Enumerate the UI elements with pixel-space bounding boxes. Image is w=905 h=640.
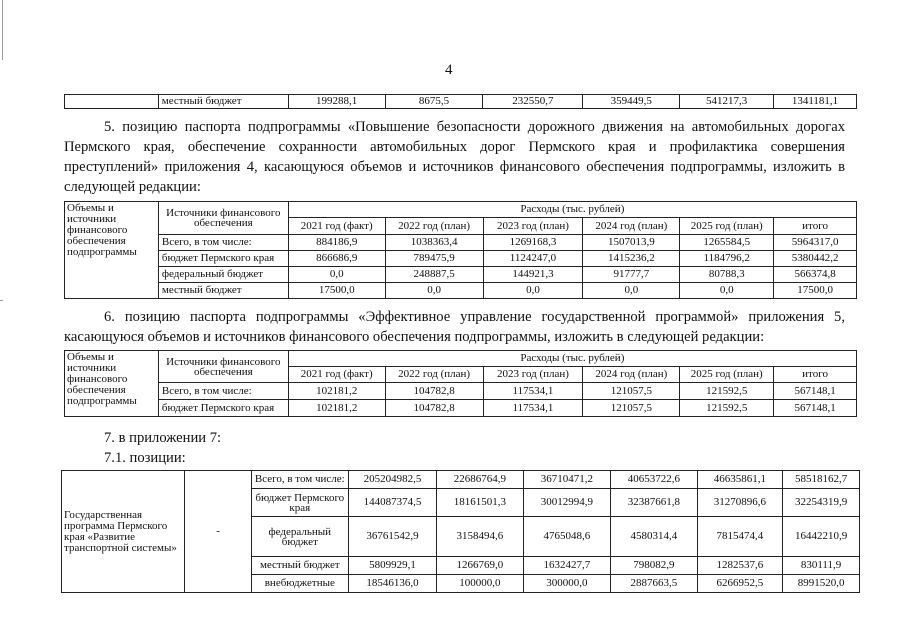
table-cell: 359449,5 (583, 95, 680, 109)
table-cell: 1632427,7 (523, 557, 611, 575)
year-header: 2021 год (факт) (288, 367, 385, 383)
table-cell: 46635861,1 (697, 471, 783, 489)
table-3 (61, 470, 860, 593)
table-cell: 8675,5 (385, 95, 483, 109)
table-cell: 1269168,3 (483, 235, 583, 251)
year-header: 2024 год (план) (583, 367, 680, 383)
table-cell: Всего, в том числе: (251, 471, 348, 489)
table-cell: 1507013,9 (583, 235, 680, 251)
paragraph-7: 7. в приложении 7: (104, 430, 222, 446)
table-cell: 541217,3 (680, 95, 774, 109)
table-cell: 58518162,7 (783, 471, 860, 489)
table-top (64, 94, 857, 109)
table-cell: 100000,0 (437, 575, 523, 593)
table-2 (64, 350, 857, 417)
table-cell: 40653722,6 (611, 471, 697, 489)
table-cell: 121057,5 (583, 400, 680, 417)
table-cell: 199288,1 (288, 95, 385, 109)
source-header: Источники финансового обеспечения (158, 351, 288, 383)
table-cell: внебюджетные (251, 575, 348, 593)
table-cell: 144087374,5 (348, 489, 437, 517)
table-cell: 567148,1 (774, 383, 857, 400)
year-header: 2023 год (план) (483, 218, 583, 235)
expenses-header: Расходы (тыс. рублей) (288, 351, 856, 367)
table-row (65, 235, 857, 251)
table-cell: 789475,9 (385, 251, 483, 267)
table-cell: 1282537,6 (697, 557, 783, 575)
table-cell: местный бюджет (251, 557, 348, 575)
table-cell: 91777,7 (583, 267, 680, 283)
table-cell: 798082,9 (611, 557, 697, 575)
section-label: Объемы и источники финансового обеспечения подпрограммы (65, 351, 159, 417)
table-cell: 566374,8 (774, 267, 857, 283)
table-cell: 232550,7 (483, 95, 583, 109)
table-cell: 0,0 (288, 267, 385, 283)
table-cell: Всего, в том числе: (158, 235, 288, 251)
table-cell: 144921,3 (483, 267, 583, 283)
table-cell: 121057,5 (583, 383, 680, 400)
table-cell: 1266769,0 (437, 557, 523, 575)
table-cell: 5809929,1 (348, 557, 437, 575)
year-header: 2021 год (факт) (288, 218, 385, 235)
table-cell: 4580314,4 (611, 517, 697, 557)
table-cell: 30012994,9 (523, 489, 611, 517)
table-cell: 248887,5 (385, 267, 483, 283)
table-cell: бюджет Пермского края (158, 400, 288, 417)
table-cell: 8991520,0 (783, 575, 860, 593)
table-cell: 1038363,4 (385, 235, 483, 251)
year-header: 2025 год (план) (680, 367, 774, 383)
table-cell: 18161501,3 (437, 489, 523, 517)
table-cell: 32254319,9 (783, 489, 860, 517)
year-header: итого (774, 218, 857, 235)
table-cell: 884186,9 (288, 235, 385, 251)
table-cell: 3158494,6 (437, 517, 523, 557)
table-cell: 31270896,6 (697, 489, 783, 517)
table-cell: 6266952,5 (697, 575, 783, 593)
table-cell: 2887663,5 (611, 575, 697, 593)
table-cell: 102181,2 (288, 400, 385, 417)
table-cell: 104782,8 (385, 383, 483, 400)
table-cell: 121592,5 (680, 400, 774, 417)
table-cell (65, 95, 159, 109)
table-cell: 36761542,9 (348, 517, 437, 557)
table-cell: бюджет Пермского края (251, 489, 348, 517)
program-label: Государственная программа Пермского края «Развитие транспортной системы» (62, 471, 185, 593)
table-cell: 1415236,2 (583, 251, 680, 267)
table-cell: 1124247,0 (483, 251, 583, 267)
table-row (65, 251, 857, 267)
scan-mark (0, 300, 3, 301)
paragraph-7-1: 7.1. позиции: (104, 450, 186, 466)
table-cell: федеральный бюджет (251, 517, 348, 557)
table-cell: 22686764,9 (437, 471, 523, 489)
table-cell: 567148,1 (774, 400, 857, 417)
table-row (65, 95, 857, 109)
table-cell: 1341181,1 (774, 95, 857, 109)
table-cell: 300000,0 (523, 575, 611, 593)
scan-mark (2, 0, 3, 60)
table-cell: 80788,3 (680, 267, 774, 283)
table-cell: 5380442,2 (774, 251, 857, 267)
table-row (65, 283, 857, 299)
table-cell: 16442210,9 (783, 517, 860, 557)
table-cell: 4765048,6 (523, 517, 611, 557)
table-1 (64, 201, 857, 299)
year-header: 2024 год (план) (583, 218, 680, 235)
table-row (65, 383, 857, 400)
table-cell: федеральный бюджет (158, 267, 288, 283)
table-cell: 36710471,2 (523, 471, 611, 489)
table-cell: 104782,8 (385, 400, 483, 417)
paragraph-5: 5. позицию паспорта подпрограммы «Повышение безопасности дорожного движения на автомобильных дорогах Пермского края, обеспечение сохранности автомобильных дорог Пермского края и профилактика совершения преступлений» приложения 4, касающуюся объемов и источников финансового обеспечения подпрограммы, изложить в следующей редакции: (64, 119, 845, 195)
year-header: 2023 год (план) (483, 367, 583, 383)
table-cell: 0,0 (680, 283, 774, 299)
table-row (62, 471, 860, 489)
table-cell: 1184796,2 (680, 251, 774, 267)
year-header: 2025 год (план) (680, 218, 774, 235)
table-cell: местный бюджет (158, 283, 288, 299)
page-number: 4 (445, 62, 453, 78)
year-header: итого (774, 367, 857, 383)
table-cell: бюджет Пермского края (158, 251, 288, 267)
section-label: Объемы и источники финансового обеспечения подпрограммы (65, 202, 159, 299)
table-cell: 117534,1 (483, 400, 583, 417)
table-cell: местный бюджет (158, 95, 288, 109)
table-cell: 830111,9 (783, 557, 860, 575)
table-cell: 17500,0 (774, 283, 857, 299)
table-cell: 102181,2 (288, 383, 385, 400)
year-header: 2022 год (план) (385, 367, 483, 383)
table-cell: 1265584,5 (680, 235, 774, 251)
table-cell: 0,0 (385, 283, 483, 299)
table-cell: 17500,0 (288, 283, 385, 299)
source-header: Источники финансового обеспечения (158, 202, 288, 235)
dash-cell: - (185, 471, 252, 593)
table-row (65, 400, 857, 417)
table-row (65, 267, 857, 283)
table-cell: 205204982,5 (348, 471, 437, 489)
year-header: 2022 год (план) (385, 218, 483, 235)
table-cell: 32387661,8 (611, 489, 697, 517)
table-cell: 18546136,0 (348, 575, 437, 593)
table-cell: 7815474,4 (697, 517, 783, 557)
expenses-header: Расходы (тыс. рублей) (288, 202, 856, 218)
table-cell: 866686,9 (288, 251, 385, 267)
table-cell: 0,0 (583, 283, 680, 299)
table-cell: 5964317,0 (774, 235, 857, 251)
table-cell: Всего, в том числе: (158, 383, 288, 400)
table-cell: 0,0 (483, 283, 583, 299)
table-cell: 121592,5 (680, 383, 774, 400)
paragraph-6: 6. позицию паспорта подпрограммы «Эффективное управление государственной программой» приложения 5, касающуюся объемов и источников финансового обеспечения подпрограммы, изложить в следующей редакции: (64, 309, 845, 345)
table-cell: 117534,1 (483, 383, 583, 400)
